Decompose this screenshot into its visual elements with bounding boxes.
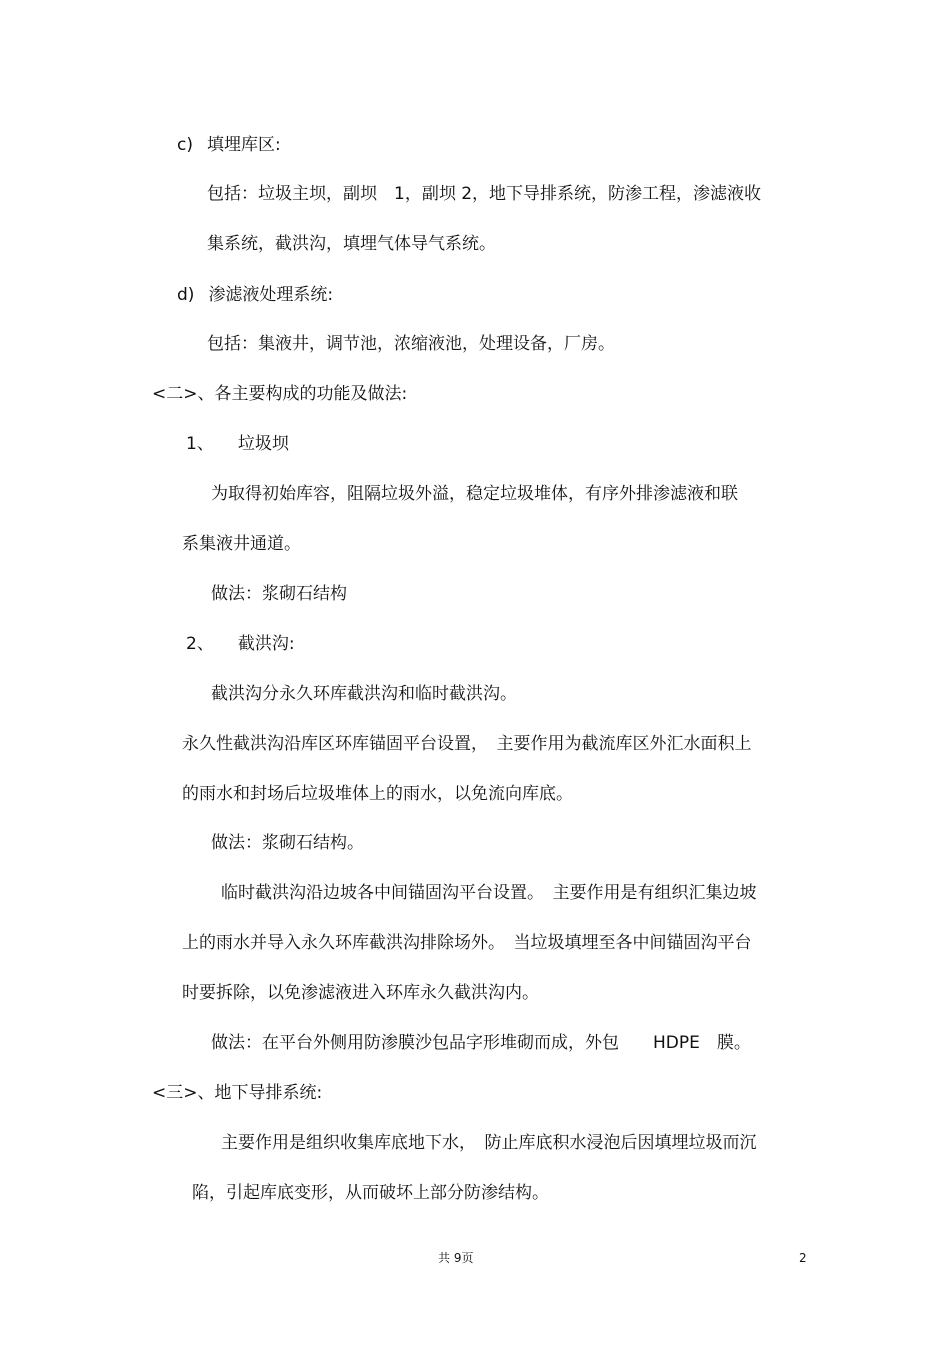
list-item-d [177,284,333,306]
list-item-text: 渗滤液处理系统: [208,285,334,305]
paragraph-line: 的雨水和封场后垃圾堆体上的雨水，以免流向库底。 [182,784,573,804]
paragraph-line: 临时截洪沟沿边坡各中间锚固沟平台设置。 主要作用是有组织汇集边坡 [221,883,757,903]
paragraph-line: 做法：在平台外侧用防渗膜沙包品字形堆砌而成，外包 HDPE 膜。 [211,1033,751,1053]
paragraph-line: 为取得初始库容，阻隔垃圾外溢，稳定垃圾堆体，有序外排渗滤液和联 [211,484,738,504]
page-number: 2 [799,1251,807,1265]
paragraph-line: 截洪沟分永久环库截洪沟和临时截洪沟。 [211,684,517,704]
page-count: 共 9页 [438,1251,474,1265]
list-item-2 [186,633,295,655]
paragraph-line: 做法：浆砌石结构。 [211,833,364,853]
list-marker: c) [177,135,193,155]
list-item-1 [186,433,289,455]
list-marker: 1、 [186,434,214,454]
paragraph-line: 主要作用是组织收集库底地下水， 防止库底积水浸泡后因填埋垃圾而沉 [221,1133,757,1153]
paragraph-line: 包括：集液井，调节池，浓缩液池，处理设备，厂房。 [207,334,615,354]
paragraph-line: 陷，引起库底变形，从而破坏上部分防渗结构。 [192,1183,549,1203]
list-item-text: 填埋库区: [206,135,281,155]
list-item-text: 截洪沟: [237,634,295,654]
paragraph-line: 时要拆除，以免渗滤液进入环库永久截洪沟内。 [182,983,539,1003]
paragraph-line: 做法：浆砌石结构 [211,584,347,604]
list-item-text: 垃圾坝 [237,434,289,454]
section-heading: <三>、地下导排系统: [152,1083,323,1103]
paragraph-line: 系集液井通道。 [182,534,301,554]
list-marker: 2、 [186,634,214,654]
paragraph-line: 包括：垃圾主坝，副坝 1，副坝 2，地下导排系统，防渗工程，渗滤液收 [207,184,762,204]
paragraph-line: 集系统，截洪沟，填埋气体导气系统。 [207,234,496,254]
list-item-c [177,134,281,156]
list-marker: d) [177,285,195,305]
section-heading: <二>、各主要构成的功能及做法: [152,384,408,404]
paragraph-line: 上的雨水并导入永久环库截洪沟排除场外。 当垃圾填埋至各中间锚固沟平台 [182,933,752,953]
paragraph-line: 永久性截洪沟沿库区环库锚固平台设置， 主要作用为截流库区外汇水面积上 [182,734,752,754]
